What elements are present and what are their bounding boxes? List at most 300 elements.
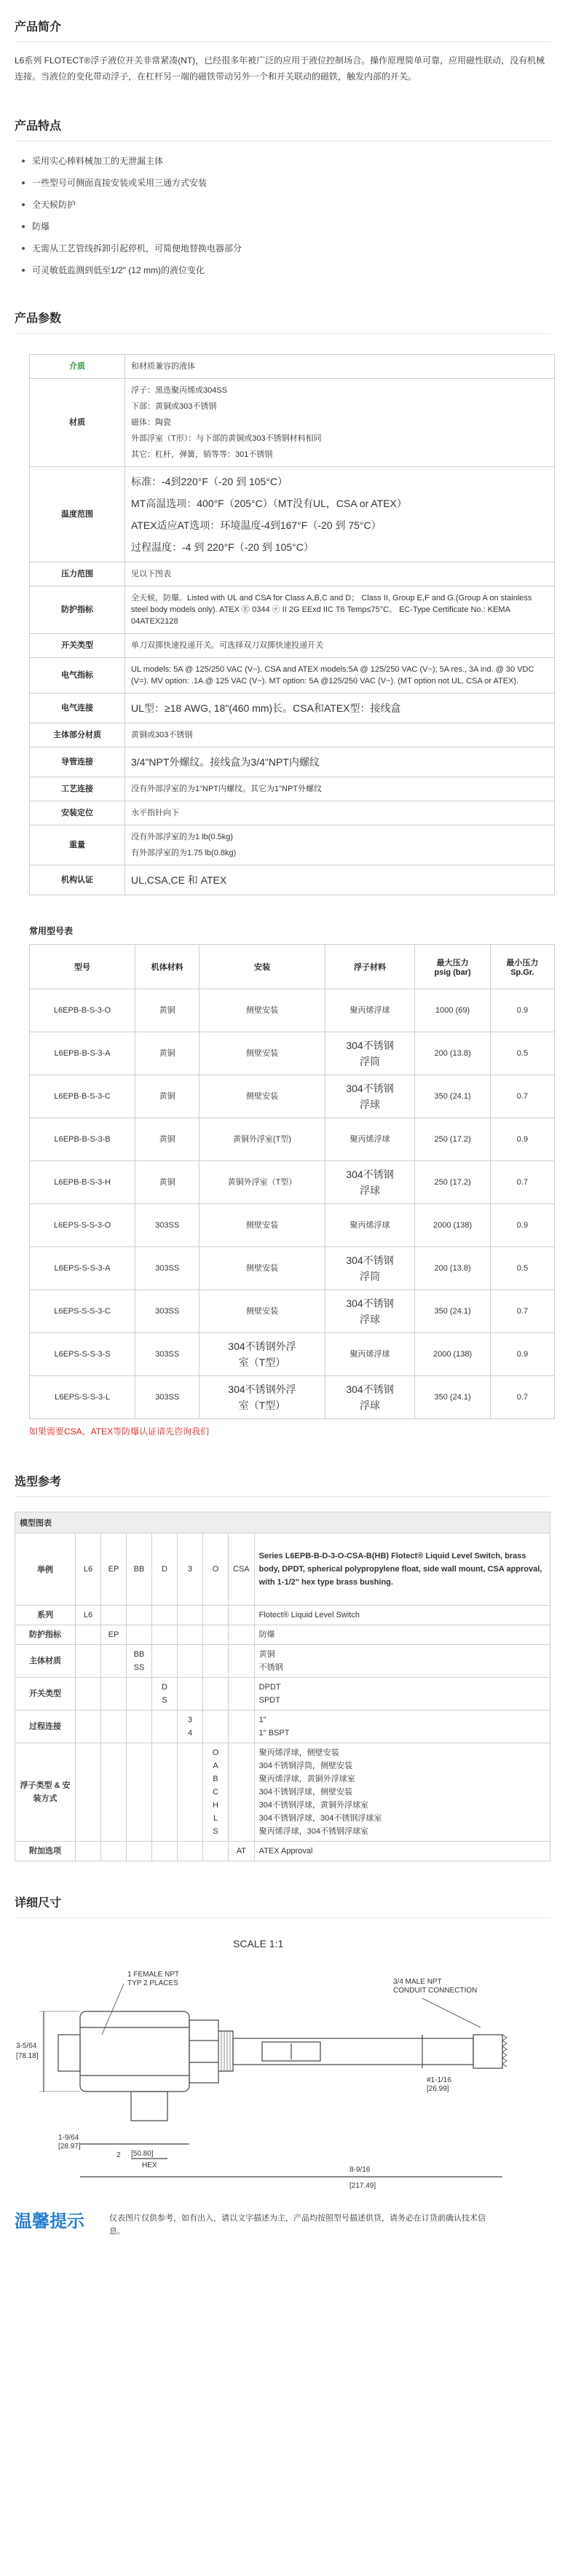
param-line: 没有外部浮室的为1 lb(0.5kg): [131, 833, 233, 841]
selection-code-cell: [76, 1711, 101, 1743]
selection-label: 浮子类型 & 安装方式: [15, 1743, 76, 1842]
selection-desc-line: ATEX Approval: [258, 1847, 313, 1856]
param-label: 导管连接: [30, 747, 125, 777]
param-value: [125, 747, 555, 777]
selection-desc: [254, 1711, 550, 1743]
model-row: [30, 989, 555, 1032]
selection-code-cell: [127, 1645, 152, 1678]
float-cell: [325, 989, 415, 1032]
selection-desc-line: 304不锈钢浮筒，侧壁安装: [258, 1762, 352, 1770]
selection-code-cell: [127, 1842, 152, 1861]
pressure-cell: 250 (17.2): [415, 1161, 490, 1204]
models-header-line: 安装: [253, 963, 270, 972]
param-line: 标准：-4到220°F（-20 到 105°C）: [131, 476, 288, 487]
model-row: [30, 1204, 555, 1247]
mount-line: 侧壁安装: [245, 1092, 278, 1101]
param-line: 3/4"NPT外螺纹。接线盒为3/4"NPT内螺纹: [131, 756, 320, 768]
selection-code: L6: [83, 1611, 93, 1619]
height-label: 3-5/64: [16, 2042, 37, 2050]
selection-row: [15, 1678, 550, 1711]
mount-cell: [199, 1075, 325, 1118]
selection-code: SS: [133, 1663, 145, 1672]
params-table: [29, 354, 555, 895]
models-header-row: [30, 945, 555, 989]
mount-cell: [199, 1376, 325, 1419]
length-label: 8-9/16: [349, 2166, 371, 2174]
selection-code-cell: [101, 1842, 127, 1861]
mount-line: 304不锈钢外浮: [228, 1340, 296, 1352]
param-value: [125, 658, 555, 694]
mount-line: 侧壁安装: [245, 1221, 278, 1230]
tip-title: 温馨提示: [15, 2212, 84, 2231]
selection-code: C: [213, 1788, 218, 1796]
selection-code: A: [213, 1762, 218, 1770]
param-line: 黄铜或303不锈钢: [131, 731, 193, 739]
selection-desc: [254, 1625, 550, 1645]
sg-cell: 0.9: [490, 1333, 554, 1376]
float-line: 浮球: [360, 1185, 381, 1196]
model-row: [30, 1032, 555, 1075]
param-row: [30, 379, 555, 467]
feature-item: 一些型号可侧面直接安装或采用三通方式安装: [22, 175, 550, 191]
param-label: 温度范围: [30, 467, 125, 562]
param-line: ATEX适应AT选项：环境温度-4到167°F（-20 到 75°C）: [131, 519, 382, 531]
mount-line: 侧壁安装: [245, 1006, 278, 1015]
float-cell: [325, 1161, 415, 1204]
float-line: 浮球: [360, 1313, 381, 1325]
selection-code-cell: [229, 1743, 255, 1842]
param-line: 单刀双掷快速投递开关。可选择双刀双掷快速投递开关: [131, 641, 323, 650]
param-value: [125, 586, 555, 634]
param-label: 介质: [30, 355, 125, 379]
selection-code-cell: [152, 1842, 178, 1861]
selection-code-cell: [178, 1645, 203, 1678]
param-value: [125, 694, 555, 723]
selection-desc-line: 不锈钢: [258, 1663, 283, 1672]
example-text: Series L6EPB-B-D-3-O-CSA-B(HB) Flotect® Liquid Level Switch, brass body, DPDT, spherical polypropylene float, side wall mount, CSA approval, with 1-1/2" hex type brass bushing.: [254, 1534, 550, 1606]
selection-desc-line: 聚丙烯浮球，黄铜外浮球室: [258, 1775, 355, 1783]
mount-cell: [199, 1290, 325, 1333]
tip-text: 仪表图片仅供参考，如有出入，请以文字描述为主，产品均按照型号描述供货，请务必在订货前确认技术信息。: [109, 2214, 486, 2236]
param-label: 材质: [30, 379, 125, 467]
param-value: [125, 825, 555, 865]
param-label: 工艺连接: [30, 777, 125, 801]
selection-row: [15, 1625, 550, 1645]
selection-desc-line: 304不锈钢浮球，304不锈钢浮球室: [258, 1814, 382, 1823]
pressure-cell: 2000 (138): [415, 1204, 490, 1247]
mount-line: 室（T型）: [238, 1356, 286, 1368]
selection-code-cell: [101, 1743, 127, 1842]
selection-code-cell: [178, 1678, 203, 1711]
float-cell: [325, 1376, 415, 1419]
selection-code-cell: [127, 1678, 152, 1711]
width-small-label: 2: [116, 2151, 121, 2159]
selection-code-cell: [203, 1645, 229, 1678]
selection-code-cell: [76, 1625, 101, 1645]
selection-desc-line: 聚丙烯浮球，侧壁安装: [258, 1748, 339, 1757]
example-code: 3: [178, 1534, 203, 1606]
model-cell: L6EPB-B-S-3-C: [30, 1075, 135, 1118]
float-cell: [325, 1032, 415, 1075]
selection-code-cell: [152, 1606, 178, 1625]
selection-code-cell: [127, 1743, 152, 1842]
selection-code-cell: [178, 1842, 203, 1861]
sg-cell: 0.7: [490, 1075, 554, 1118]
selection-desc-line: 聚丙烯浮球，304不锈钢浮球室: [258, 1827, 368, 1836]
param-row: [30, 634, 555, 658]
selection-code-cell: [178, 1711, 203, 1743]
selection-code-cell: [229, 1678, 255, 1711]
bottom-spacer: [0, 2238, 565, 2267]
selection-code: S: [213, 1827, 218, 1836]
selection-desc-line: 304不锈钢浮球，侧壁安装: [258, 1788, 352, 1796]
float-cell: [325, 1118, 415, 1161]
float-line: 304不锈钢: [346, 1040, 394, 1051]
param-row: [30, 694, 555, 723]
models-header-cell: [325, 945, 415, 989]
param-value: [125, 562, 555, 586]
models-header-line: psig (bar): [434, 968, 471, 977]
selection-code-cell: [229, 1645, 255, 1678]
models-header-cell: [415, 945, 490, 989]
selection-code: 3: [187, 1716, 193, 1724]
drawing-title: 详细尺寸: [15, 1897, 62, 1909]
mount-cell: [199, 1118, 325, 1161]
model-cell: L6EPS-S-S-3-C: [30, 1290, 135, 1333]
sg-cell: 0.5: [490, 1247, 554, 1290]
selection-code: 4: [187, 1729, 193, 1737]
model-row: [30, 1118, 555, 1161]
features-section: [0, 99, 565, 291]
selection-code-cell: [203, 1711, 229, 1743]
models-header-line: 机体材料: [151, 963, 183, 972]
selection-code-cell: [203, 1678, 229, 1711]
models-header-cell: [490, 945, 554, 989]
male-npt-label: 3/4 MALE NPT: [393, 1978, 442, 1986]
models-table: [29, 944, 555, 1419]
selection-code-cell: [152, 1678, 178, 1711]
param-line: 磁体：陶瓷: [131, 418, 171, 427]
param-value: [125, 723, 555, 747]
body-outline: [80, 2011, 189, 2092]
float-line: 304不锈钢: [346, 1083, 394, 1094]
selection-table: [15, 1512, 550, 1861]
float-line: 浮球: [360, 1099, 381, 1110]
divider: [15, 333, 550, 334]
selection-code-cell: [229, 1842, 255, 1861]
mount-cell: [199, 1333, 325, 1376]
param-line: 有外部浮室的为1.75 lb(0.8kg): [131, 849, 237, 857]
selection-code: S: [162, 1696, 167, 1705]
param-row: [30, 747, 555, 777]
selection-desc: [254, 1678, 550, 1711]
models-header-line: 最小压力: [506, 959, 539, 967]
models-header-line: 最大压力: [436, 959, 469, 967]
selection-title: 选型参考: [15, 1476, 62, 1488]
tip-section: [15, 2197, 565, 2238]
selection-code-cell: [101, 1606, 127, 1625]
product-intro-title: 产品简介: [15, 21, 62, 34]
selection-row: [15, 1743, 550, 1842]
models-header-line: 型号: [74, 963, 91, 972]
param-label: 安装定位: [30, 801, 125, 825]
param-label: 重量: [30, 825, 125, 865]
pressure-cell: 350 (24.1): [415, 1376, 490, 1419]
float-line: 304不锈钢: [346, 1383, 394, 1395]
selection-row: [15, 1645, 550, 1678]
params-section: [0, 291, 565, 895]
selection-code-cell: [178, 1625, 203, 1645]
model-cell: L6EPB-B-S-3-B: [30, 1118, 135, 1161]
pressure-cell: 2000 (138): [415, 1333, 490, 1376]
selection-code-cell: [178, 1606, 203, 1625]
sg-cell: 0.9: [490, 989, 554, 1032]
model-cell: L6EPS-S-S-3-S: [30, 1333, 135, 1376]
selection-desc-line: 黄铜: [258, 1650, 275, 1659]
models-header-line: Sp.Gr.: [510, 968, 534, 977]
selection-code-cell: [152, 1645, 178, 1678]
pressure-cell: 250 (17.2): [415, 1118, 490, 1161]
param-line: 浮子：黑迭聚丙烯或304SS: [131, 386, 228, 395]
float-cell: [325, 1204, 415, 1247]
selection-label: 主体材质: [15, 1645, 76, 1678]
param-row: [30, 723, 555, 747]
body-cell: 303SS: [135, 1204, 199, 1247]
selection-label: 系列: [15, 1606, 76, 1625]
model-cell: L6EPB-B-S-3-O: [30, 989, 135, 1032]
model-row: [30, 1290, 555, 1333]
selection-code: BB: [133, 1650, 145, 1659]
mount-line: 侧壁安装: [245, 1049, 278, 1058]
param-row: [30, 777, 555, 801]
models-header-cell: [135, 945, 199, 989]
selection-code-cell: [101, 1711, 127, 1743]
selection-code-cell: [76, 1606, 101, 1625]
hex-label: HEX: [142, 2161, 157, 2169]
model-row: [30, 1161, 555, 1204]
param-line: MT高温选项：400°F（205°C）（MT没有UL，CSA or ATEX）: [131, 498, 407, 509]
divider: [15, 1496, 550, 1497]
model-cell: L6EPB-B-S-3-A: [30, 1032, 135, 1075]
selection-desc-line: 304不锈钢浮球，黄铜外浮球室: [258, 1801, 368, 1810]
bottom-port: [131, 2092, 167, 2121]
selection-label: 附加选项: [15, 1842, 76, 1861]
param-line: 见以下图表: [131, 570, 171, 578]
thread-outline: [218, 2031, 233, 2071]
body-cell: 黄铜: [135, 1118, 199, 1161]
selection-label: 防护指标: [15, 1625, 76, 1645]
param-line: 其它：杠杆，弹簧，销等等：301不锈钢: [131, 450, 273, 459]
pressure-cell: 200 (13.8): [415, 1247, 490, 1290]
selection-code-cell: [152, 1625, 178, 1645]
places-label: TYP 2 PLACES: [127, 1979, 178, 1987]
body-cell: 303SS: [135, 1376, 199, 1419]
selection-code-cell: [152, 1743, 178, 1842]
product-intro-section: [0, 0, 565, 99]
features-list: [0, 141, 565, 291]
selection-desc-line: SPDT: [258, 1696, 280, 1705]
example-code: BB: [127, 1534, 152, 1606]
mount-cell: [199, 1032, 325, 1075]
models-header-cell: [30, 945, 135, 989]
selection-code: EP: [108, 1630, 119, 1639]
models-section: [0, 924, 565, 1437]
feature-item: 防爆: [22, 219, 550, 235]
female-npt-label: 1 FEMALE NPT: [127, 1971, 180, 1979]
model-cell: L6EPS-S-S-3-O: [30, 1204, 135, 1247]
hex-mm-label: [50.80]: [131, 2150, 154, 2158]
dimension-drawing: [15, 1925, 550, 2195]
selection-label: 过程连接: [15, 1711, 76, 1743]
selection-title-row: [15, 1512, 550, 1534]
float-line: 聚丙烯浮球: [349, 1350, 390, 1359]
selection-desc: [254, 1645, 550, 1678]
selection-code-cell: [101, 1678, 127, 1711]
selection-code-cell: [203, 1606, 229, 1625]
mount-line: 室（T型）: [238, 1399, 286, 1411]
param-value: [125, 865, 555, 895]
models-note: 如果需要CSA、ATEX等防爆认证请先咨询我们: [29, 1426, 210, 1437]
param-value: [125, 355, 555, 379]
selection-code-cell: [229, 1606, 255, 1625]
param-line: 全天候，防爆。Listed with UL and CSA for Class A,B,C and D； Class II, Group E,F and G.(Group A on stainless steel body models only). ATEX Ⓔ 0344 ⓔ II 2G EExd IIC T6 Temp≤75°C。 EC-Type Certificate No.: KEMA 04ATEX2128: [131, 594, 532, 626]
float-line: 聚丙烯浮球: [349, 1135, 390, 1144]
float-line: 304不锈钢: [346, 1297, 394, 1309]
selection-code-cell: [178, 1743, 203, 1842]
leader-line: [422, 1998, 481, 2027]
param-row: [30, 865, 555, 895]
mount-line: 黄铜外浮室（T型）: [227, 1178, 297, 1187]
conduit-end: [473, 2035, 502, 2068]
param-value: [125, 379, 555, 467]
param-line: 水平指针向下: [131, 809, 179, 817]
param-label: 压力范围: [30, 562, 125, 586]
selection-row: [15, 1842, 550, 1861]
right-dim-label: #1-1/16: [427, 2076, 451, 2084]
selection-code-cell: [152, 1711, 178, 1743]
selection-code: H: [213, 1801, 218, 1810]
thread-lines: [221, 2031, 230, 2071]
selection-code: D: [162, 1683, 167, 1692]
selection-section: [0, 1455, 565, 1861]
selection-code: B: [213, 1775, 218, 1783]
selection-code-cell: [203, 1842, 229, 1861]
selection-label: 开关类型: [15, 1678, 76, 1711]
model-cell: L6EPS-S-S-3-L: [30, 1376, 135, 1419]
float-line: 浮筒: [360, 1271, 381, 1282]
length-mm-label: [217.49]: [349, 2182, 376, 2190]
param-value: [125, 467, 555, 562]
float-cell: [325, 1075, 415, 1118]
mount-line: 侧壁安装: [245, 1307, 278, 1316]
param-line: 下部：黄铜或303不锈钢: [131, 402, 217, 411]
selection-code-cell: [229, 1711, 255, 1743]
divider: [15, 1917, 550, 1918]
selection-code-cell: [76, 1743, 101, 1842]
float-line: 304不锈钢: [346, 1254, 394, 1266]
float-line: 浮筒: [360, 1056, 381, 1067]
conduit-thread: [502, 2035, 507, 2067]
sg-cell: 0.7: [490, 1161, 554, 1204]
selection-code-cell: [203, 1743, 229, 1842]
sg-cell: 0.7: [490, 1376, 554, 1419]
body-cell: 303SS: [135, 1333, 199, 1376]
example-code: D: [152, 1534, 178, 1606]
feature-item: 全天候防护: [22, 197, 550, 213]
float-cell: [325, 1247, 415, 1290]
param-label: 主体部分材质: [30, 723, 125, 747]
height-mm-label: [78.18]: [16, 2052, 39, 2060]
selection-code-cell: [127, 1606, 152, 1625]
mount-line: 304不锈钢外浮: [228, 1383, 296, 1395]
selection-desc-line: Flotect® Liquid Level Switch: [258, 1611, 360, 1619]
selection-code-cell: [76, 1645, 101, 1678]
param-label: 机构认证: [30, 865, 125, 895]
param-label: 电气连接: [30, 694, 125, 723]
model-cell: L6EPB-B-S-3-H: [30, 1161, 135, 1204]
param-line: 和材质兼容的液体: [131, 362, 195, 371]
pressure-cell: 1000 (69): [415, 989, 490, 1032]
selection-code-cell: [76, 1678, 101, 1711]
selection-desc-line: 防爆: [258, 1630, 275, 1639]
body-cell: 黄铜: [135, 1032, 199, 1075]
body-cell: 303SS: [135, 1247, 199, 1290]
mount-line: 黄铜外浮室(T型): [232, 1135, 291, 1144]
feature-item: 无需从工艺管线拆卸引起停机，可简便地替换电器部分: [22, 240, 550, 256]
inlet-port: [58, 2035, 80, 2071]
param-line: 外部浮室（T形）：与下部的黄铜或303不锈钢材料相同: [131, 434, 322, 443]
param-line: 过程温度：-4 到 220°F（-20 到 105°C）: [131, 541, 314, 553]
features-title: 产品特点: [15, 120, 62, 133]
body-cell: 黄铜: [135, 1075, 199, 1118]
models-header-cell: [199, 945, 325, 989]
param-line: UL型：≥18 AWG, 18"(460 mm)长。CSA和ATEX型：接线盒: [131, 702, 401, 714]
mount-cell: [199, 1161, 325, 1204]
selection-code: O: [212, 1748, 219, 1757]
selection-desc: [254, 1743, 550, 1842]
depth-label: 1-9/64: [58, 2134, 79, 2142]
selection-code-cell: [76, 1842, 101, 1861]
sg-cell: 0.5: [490, 1032, 554, 1075]
float-line: 聚丙烯浮球: [349, 1221, 390, 1230]
param-row: [30, 801, 555, 825]
model-row: [30, 1376, 555, 1419]
selection-code-cell: [101, 1645, 127, 1678]
example-label: 举例: [15, 1534, 76, 1606]
param-value: [125, 777, 555, 801]
pressure-cell: 200 (13.8): [415, 1032, 490, 1075]
right-dim-mm-label: [26.99]: [427, 2085, 449, 2093]
selection-desc: [254, 1842, 550, 1861]
param-label: 电气指标: [30, 658, 125, 694]
float-line: 浮球: [360, 1399, 381, 1411]
param-label: 防护指标: [30, 586, 125, 634]
scale-label: SCALE 1:1: [233, 1938, 284, 1949]
feature-item: 采用实心棒料械加工的无泄漏主体: [22, 153, 550, 169]
selection-row: [15, 1711, 550, 1743]
models-header-line: 浮子材料: [354, 963, 387, 972]
sg-cell: 0.9: [490, 1204, 554, 1247]
selection-code-cell: [203, 1625, 229, 1645]
param-row: [30, 355, 555, 379]
sg-cell: 0.9: [490, 1118, 554, 1161]
feature-item: 可灵敏低监测到低至1/2" (12 mm)的液位变化: [22, 262, 550, 278]
depth-mm-label: [28.97]: [58, 2143, 81, 2151]
selection-desc-line: 1": [258, 1716, 266, 1724]
product-intro-text: L6系列 FLOTECT®浮子液位开关非常紧凑(NT)，已经很多年被广泛的应用于液位控制场合。操作原理简单可靠，应用磁性联动，没有机械连接。当液位的变化带动浮子，在杠杆另一端的磁铁带动另外一个和开关联动的磁铁，触发内部的开关。: [15, 55, 545, 82]
pressure-cell: 350 (24.1): [415, 1075, 490, 1118]
pressure-cell: 350 (24.1): [415, 1290, 490, 1333]
